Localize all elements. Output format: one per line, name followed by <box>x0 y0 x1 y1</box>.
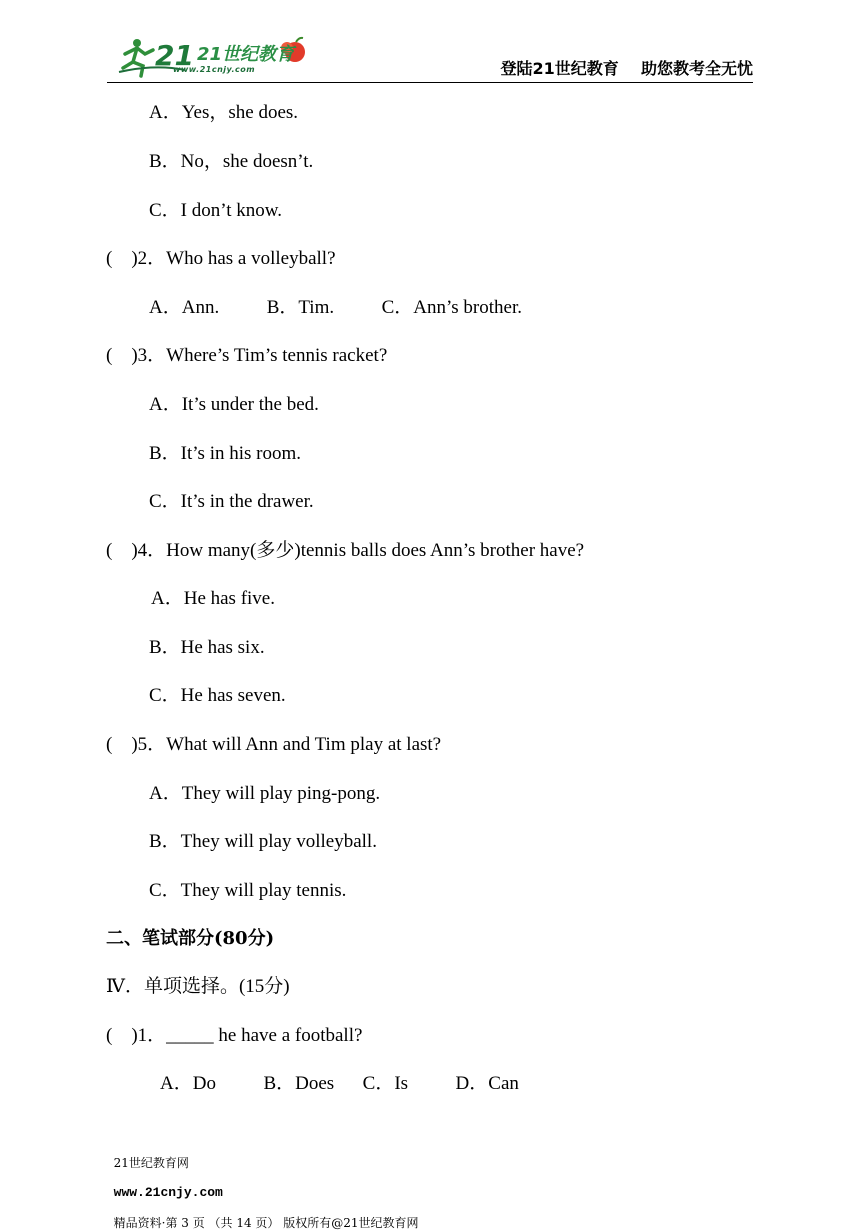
question-line: ( )5．What will Ann and Tim play at last? <box>106 734 442 755</box>
question-line: ( )2．Who has a volleyball? <box>106 248 336 269</box>
option-line: C．They will play tennis. <box>149 880 347 901</box>
page-header <box>107 30 753 83</box>
footer-page-info: 精品资料·第 3 页 （共 14 页） 版权所有@21世纪教育网 <box>113 1216 419 1230</box>
option-line: A．Ann. B．Tim. C．Ann’s brother. <box>149 297 522 318</box>
option-line: C．I don’t know. <box>149 200 283 221</box>
section-heading: 二、笔试部分(80分) <box>106 928 275 949</box>
question-line: ( )1．_____ he have a football? <box>106 1025 363 1046</box>
option-line: B．He has six. <box>149 637 265 658</box>
footer-site-name: 21世纪教育网 <box>113 1156 189 1170</box>
page-footer <box>106 1140 419 1231</box>
option-line: B．It’s in his room. <box>149 443 302 464</box>
logo-url: www.21cnjy.com <box>173 65 256 74</box>
option-line: A．Yes，she does. <box>149 102 299 123</box>
logo-text: 21世纪教育 <box>197 44 295 65</box>
section-subheading: Ⅳ．单项选择。(15分) <box>106 976 290 997</box>
option-line: A．It’s under the bed. <box>149 394 319 415</box>
option-line: C．He has seven. <box>149 685 286 706</box>
header-slogan: 登陆21世纪教育 助您教考全无忧 <box>500 59 753 78</box>
option-line: A．They will play ping-pong. <box>149 783 381 804</box>
option-line: A．He has five. <box>151 588 275 609</box>
option-line: C．It’s in the drawer. <box>149 491 314 512</box>
svg-text:21: 21 <box>155 39 194 72</box>
question-line: ( )4．How many(多少)tennis balls does Ann’s brother have? <box>106 540 585 561</box>
logo <box>115 34 305 80</box>
option-line: A．Do B．Does C．Is D．Can <box>160 1073 519 1094</box>
option-line: B．They will play volleyball. <box>149 831 377 852</box>
footer-url: www.21cnjy.com <box>113 1185 223 1200</box>
option-line: B．No，she doesn’t. <box>149 151 314 172</box>
question-line: ( )3．Where’s Tim’s tennis racket? <box>106 345 388 366</box>
